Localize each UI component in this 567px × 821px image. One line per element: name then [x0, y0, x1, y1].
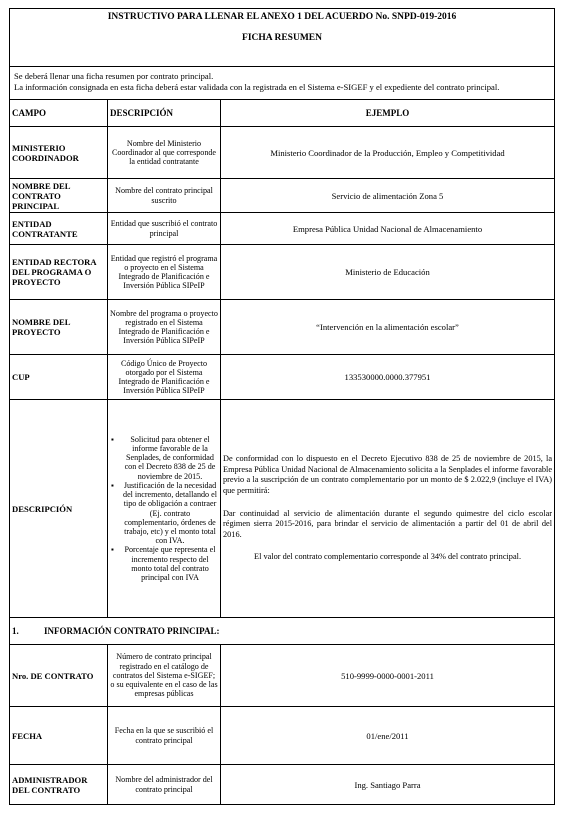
document-title: INSTRUCTIVO PARA LLENAR EL ANEXO 1 DEL ACUERDO No. SNPD-019-2016: [107, 12, 457, 22]
descripcion-row: [10, 400, 555, 618]
descripcion-cell: Entidad que registró el programa o proyecto en el Sistema Integrado de Planificación e Inversión Pública SIPeIP: [108, 245, 221, 300]
ejemplo-cell: Ministerio de Educación: [221, 245, 555, 300]
descripcion-cell: Fecha en la que se suscribió el contrato principal: [108, 707, 221, 765]
descripcion-cell: Nombre del programa o proyecto registrado en el Sistema Integrado de Planificación e Inversión Pública SIPeIP: [108, 300, 221, 355]
descripcion-cell: Nombre del administrador del contrato principal: [108, 765, 221, 805]
campo-cell: NOMBRE DEL CONTRATO PRINCIPAL: [10, 179, 108, 213]
table-row: [10, 213, 555, 245]
header-ejemplo: EJEMPLO: [221, 100, 555, 127]
campo-cell: ENTIDAD CONTRATANTE: [10, 213, 108, 245]
campo-cell: NOMBRE DEL PROYECTO: [10, 300, 108, 355]
header-descripcion: DESCRIPCIÓN: [108, 100, 221, 127]
section-heading: [10, 618, 555, 645]
table-row: [10, 245, 555, 300]
document-subtitle: FICHA RESUMEN: [242, 33, 322, 43]
notes-row: [10, 67, 555, 100]
title-cell: [10, 9, 555, 67]
table-row: [10, 300, 555, 355]
descripcion-cell: Nombre del Ministerio Coordinador al que corresponde la entidad contratante: [108, 127, 221, 179]
section-label: INFORMACIÓN CONTRATO PRINCIPAL:: [44, 626, 220, 636]
descripcion-cell: Código Único de Proyecto otorgado por el Sistema Integrado de Planificación e Inversión Pública SIPeIP: [108, 355, 221, 400]
campo-cell: ENTIDAD RECTORA DEL PROGRAMA O PROYECTO: [10, 245, 108, 300]
table-row: [10, 645, 555, 707]
header-row: [10, 100, 555, 127]
campo-cell: DESCRIPCIÓN: [10, 400, 108, 618]
ejemplo-cell: Servicio de alimentación Zona 5: [221, 179, 555, 213]
table-row: [10, 127, 555, 179]
descripcion-cell: Nombre del contrato principal suscrito: [108, 179, 221, 213]
ejemplo-cell: Ministerio Coordinador de la Producción, Empleo y Competitividad: [221, 127, 555, 179]
ejemplo-cell: 01/ene/2011: [221, 707, 555, 765]
table-row: [10, 355, 555, 400]
header-campo: CAMPO: [10, 100, 108, 127]
descripcion-cell: Entidad que suscribió el contrato principal: [108, 213, 221, 245]
section-row: [10, 618, 555, 645]
title-row: [10, 9, 555, 67]
bullet-item: ▪ Justificación de la necesidad del incremento, detallando el tipo de obligación a contraer (Ej. contrato complementario, órdenes de trabajo, etc) y el monto total con IVA.: [122, 481, 218, 545]
instructivo-table: [9, 8, 555, 805]
ejemplo-paragraph: De conformidad con lo dispuesto en el Decreto Ejecutivo 838 de 25 de noviembre de 2015, la Empresa Pública Unidad Nacional de Almacenamiento solicita a la Senplades el informe favorable previo a la suscripción de un contrato complementario por un monto de $ 2.022,9 (incluye el IVA) que permitirá:: [223, 454, 553, 495]
note-line: Se deberá llenar una ficha resumen por contrato principal.: [14, 71, 214, 81]
ficha-resumen-document: [9, 8, 554, 805]
table-row: [10, 765, 555, 805]
ejemplo-cell: “Intervención en la alimentación escolar”: [221, 300, 555, 355]
ejemplo-paragraph: El valor del contrato complementario corresponde al 34% del contrato principal.: [254, 552, 522, 562]
campo-cell: MINISTERIO COORDINADOR: [10, 127, 108, 179]
ejemplo-cell: 133530000.0000.377951: [221, 355, 555, 400]
descripcion-cell: Número de contrato principal registrado en el catálogo de contratos del Sistema e-SIGEF; o su equivalente en el caso de las empresas públicas: [108, 645, 221, 707]
ejemplo-cell: Empresa Pública Unidad Nacional de Almacenamiento: [221, 213, 555, 245]
notes-cell: [10, 67, 555, 100]
ejemplo-descripcion-cell: [221, 400, 555, 618]
note-line: La información consignada en esta ficha deberá estar validada con la registrada en el Sistema e-SIGEF y el expediente del contrato principal.: [14, 81, 500, 92]
descripcion-bullet-list: [110, 435, 218, 582]
campo-cell: ADMINISTRADOR DEL CONTRATO: [10, 765, 108, 805]
ejemplo-cell: 510-9999-0000-0001-2011: [221, 645, 555, 707]
bullet-item: ▪ Porcentaje que representa el incremento respecto del monto total del contrato principal con IVA: [122, 545, 218, 582]
ejemplo-paragraph: Dar continuidad al servicio de alimentación durante el segundo quimestre del ciclo escolar régimen sierra 2015-2016, para brindar el servicio de alimentación a partir del 01 de abril del 2016.: [223, 508, 553, 539]
bullet-item: ▪ Solicitud para obtener el informe favorable de la Senplades, de conformidad con el Decreto 838 de 25 de noviembre de 2015.: [122, 435, 218, 481]
campo-cell: FECHA: [10, 707, 108, 765]
table-row: [10, 179, 555, 213]
campo-cell: CUP: [10, 355, 108, 400]
descripcion-bullets-cell: [108, 400, 221, 618]
ejemplo-cell: Ing. Santiago Parra: [221, 765, 555, 805]
table-row: [10, 707, 555, 765]
campo-cell: Nro. DE CONTRATO: [10, 645, 108, 707]
section-number: 1.: [12, 626, 19, 636]
